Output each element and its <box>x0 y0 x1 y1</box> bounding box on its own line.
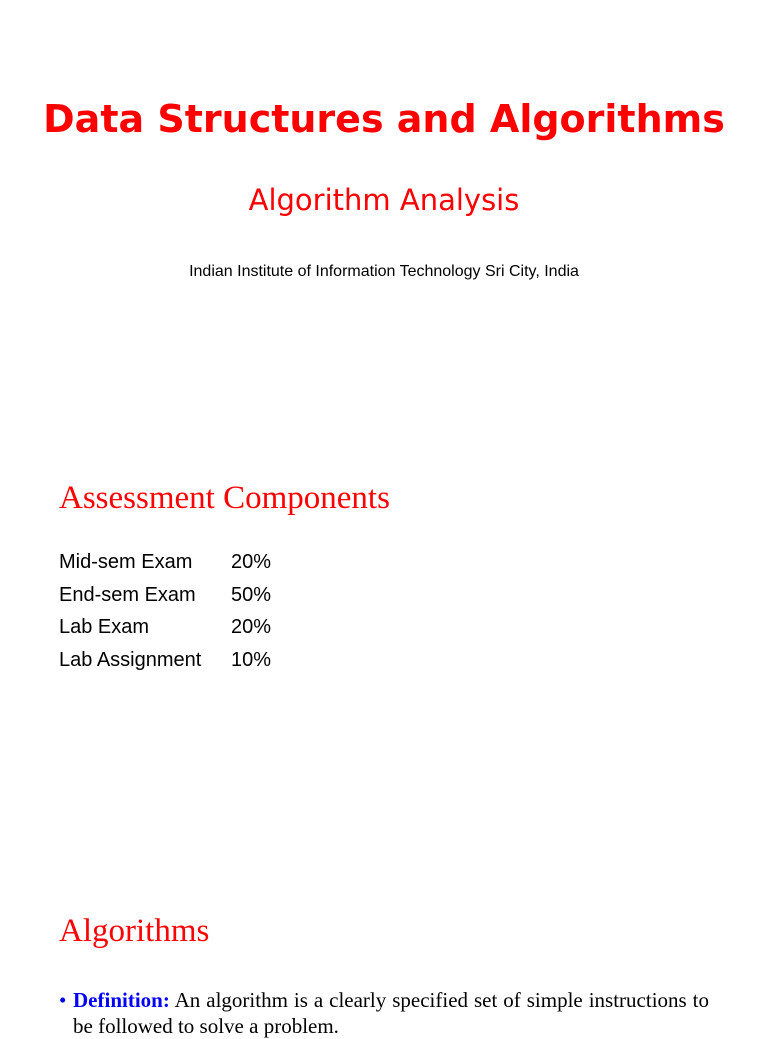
bullet-marker: • <box>59 988 67 1012</box>
institute-name: Indian Institute of Information Technology Sri City, India <box>189 263 579 280</box>
assessment-heading: Assessment Components <box>59 480 390 516</box>
slide-title: Data Structures and Algorithms <box>43 97 725 141</box>
component-name: Lab Assignment <box>59 648 202 671</box>
component-name: Mid-sem Exam <box>59 551 193 573</box>
algorithms-heading: Algorithms <box>59 913 210 949</box>
assessment-table <box>59 546 271 676</box>
slide-subtitle: Algorithm Analysis <box>248 183 520 217</box>
component-weight: 50% <box>231 583 272 606</box>
table-row <box>59 644 271 677</box>
component-weight: 20% <box>231 616 272 638</box>
table-row <box>59 611 271 644</box>
table-row <box>59 579 271 612</box>
definition-bullet <box>59 987 709 1039</box>
definition-text: An algorithm is a clearly specified set of simple instructions to be followed to solve a problem. <box>73 988 709 1038</box>
table-row <box>59 546 271 579</box>
component-weight: 10% <box>231 648 272 671</box>
component-name: Lab Exam <box>59 616 150 638</box>
component-weight: 20% <box>231 551 272 573</box>
definition-term: Definition: <box>73 988 170 1012</box>
component-name: End-sem Exam <box>59 583 196 606</box>
definition-text-block <box>73 987 709 1039</box>
